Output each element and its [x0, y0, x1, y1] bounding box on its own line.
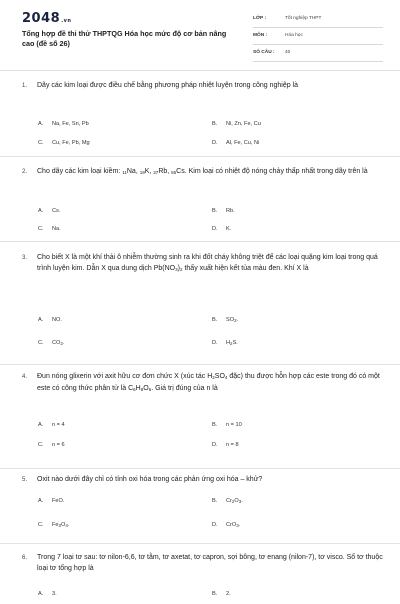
option-text: O	[61, 522, 66, 528]
option-subscript: 2	[234, 318, 237, 323]
question-number: 1.	[22, 83, 28, 89]
option-subscript: 4	[65, 523, 68, 528]
text-subscript: 6	[133, 387, 136, 392]
meta-label: SỐ CÂU :	[253, 50, 275, 55]
question-5	[0, 469, 400, 544]
text-segment: Cs. Kim loại có nhiệt độ nóng chảy thấp nhất trong dãy trên là	[176, 168, 368, 175]
option-letter: A.	[38, 498, 44, 504]
meta-value: 40	[285, 50, 291, 55]
option-b[interactable]	[212, 121, 261, 127]
text-subscript: 8	[140, 387, 144, 392]
option-d[interactable]	[212, 522, 240, 528]
question-number: 5.	[22, 477, 28, 483]
option-text: .	[62, 340, 65, 346]
text-segment: K,	[144, 168, 154, 175]
option-letter: A.	[38, 591, 44, 597]
option-text: Al, Fe, Cu, Ni	[226, 140, 260, 146]
text-segment: )	[177, 265, 180, 272]
option-text: K.	[226, 226, 232, 232]
option-b[interactable]	[212, 317, 238, 323]
question-2	[0, 157, 400, 242]
option-letter: A.	[38, 208, 44, 214]
question-3	[0, 242, 400, 365]
option-text: FeO.	[52, 498, 65, 504]
option-text: Cu, Fe, Pb, Mg	[52, 140, 90, 146]
option-c[interactable]	[38, 340, 64, 346]
text-subscript: 6	[148, 387, 152, 392]
option-a[interactable]	[38, 498, 64, 504]
header	[0, 0, 400, 62]
text-subscript: 19	[139, 170, 145, 175]
option-text: Ni, Zn, Fe, Cu	[226, 121, 261, 127]
site-logo[interactable]	[22, 11, 71, 26]
meta-class	[253, 13, 383, 28]
option-c[interactable]	[38, 140, 90, 146]
exam-meta	[253, 13, 383, 64]
text-segment: Cho dãy các kim loại kiềm:	[37, 168, 123, 175]
option-text: n = 10	[226, 422, 242, 428]
option-text: n = 8	[226, 442, 239, 448]
question-text: Oxit nào dưới đây chỉ có tính oxi hóa trong các phản ứng oxi hóa – khử?	[37, 476, 263, 483]
text-segment: H	[135, 385, 141, 392]
question-text	[37, 252, 387, 275]
text-segment: Cho biết X là một khí thải ô nhiễm thường sinh ra khi đốt cháy không triệt để các loại quặng kim loại trong quá trình luyện kim. Dẫn X qua dung dịch Pb(NO	[37, 254, 378, 272]
option-letter: B.	[212, 317, 218, 323]
option-text: .	[67, 522, 70, 528]
option-letter: D.	[212, 226, 218, 232]
option-text: O	[234, 498, 239, 504]
option-letter: B.	[212, 422, 218, 428]
option-text: .	[238, 522, 241, 528]
option-c[interactable]	[38, 226, 61, 232]
text-segment: O	[143, 385, 149, 392]
option-a[interactable]	[38, 121, 89, 127]
option-letter: C.	[38, 442, 44, 448]
option-b[interactable]	[212, 498, 243, 504]
logo-suffix: .vn	[61, 18, 72, 24]
text-segment: . Giá trị đúng của n là	[151, 385, 218, 392]
logo-main: 2048	[22, 11, 61, 26]
question-text: Trong 7 loại tơ sau: tơ nilon-6,6, tơ tằm, tơ axetat, tơ capron, sợi bông, tơ enang (nilon-7), tơ visco. Số tơ thuộc loại tơ tổng hợp là	[37, 554, 383, 572]
option-a[interactable]	[38, 591, 57, 597]
question-text	[37, 371, 387, 395]
meta-label: LỚP :	[253, 16, 267, 21]
meta-question-count	[253, 47, 383, 62]
option-subscript: 2	[231, 499, 235, 504]
text-segment: Đun nóng glixerin với axit hữu cơ đơn chức X (xúc tác H	[37, 373, 213, 380]
option-text: Na.	[52, 226, 61, 232]
option-letter: A.	[38, 422, 44, 428]
option-c[interactable]	[38, 522, 69, 528]
option-text: Fe	[52, 522, 59, 528]
text-subscript: 37	[153, 170, 159, 175]
option-a[interactable]	[38, 422, 65, 428]
option-letter: B.	[212, 121, 218, 127]
option-text: H	[226, 340, 231, 346]
option-subscript: 3	[236, 523, 239, 528]
text-segment: đặc) thu được hỗn hợp các este trong đó có một este có công thức phân tử là C	[37, 373, 380, 392]
meta-subject	[253, 30, 383, 45]
option-text: 3.	[52, 591, 57, 597]
option-a[interactable]	[38, 317, 62, 323]
option-subscript: 3	[58, 523, 62, 528]
option-letter: C.	[38, 522, 44, 528]
question-text	[37, 166, 387, 178]
option-letter: B.	[212, 591, 218, 597]
document-title: Tổng hợp đề thi thử THPTQG Hóa học mức độ cơ bản nâng cao (đề số 26)	[22, 29, 227, 48]
option-a[interactable]	[38, 208, 60, 214]
option-letter: C.	[38, 340, 44, 346]
question-6	[0, 544, 400, 604]
option-letter: D.	[212, 442, 218, 448]
option-c[interactable]	[38, 442, 65, 448]
question-4	[0, 365, 400, 469]
option-b[interactable]	[212, 208, 235, 214]
text-segment: thấy xuất hiện kết tủa màu đen. Khí X là	[182, 265, 309, 272]
option-subscript: 2	[230, 341, 233, 346]
option-letter: A.	[38, 121, 44, 127]
header-divider	[0, 70, 400, 71]
meta-value: Hóa học	[285, 33, 303, 38]
option-text: CrO	[226, 522, 237, 528]
option-text: n = 4	[52, 422, 65, 428]
option-subscript: 3	[238, 499, 242, 504]
option-text: .	[241, 498, 243, 504]
option-b[interactable]	[212, 591, 231, 597]
option-text: SO	[226, 317, 235, 323]
option-letter: D.	[212, 522, 218, 528]
option-text: S.	[232, 340, 238, 346]
option-b[interactable]	[212, 422, 242, 428]
meta-label: MÔN :	[253, 33, 268, 38]
question-number: 3.	[22, 255, 28, 261]
option-text: Na, Fe, Sn, Pb	[52, 121, 89, 127]
option-letter: C.	[38, 140, 44, 146]
option-letter: C.	[38, 226, 44, 232]
option-text: .	[236, 317, 239, 323]
question-text: Dãy các kim loại được điều chế bằng phương pháp nhiệt luyện trong công nghiệp là	[37, 82, 298, 89]
option-text: NO.	[52, 317, 62, 323]
text-subscript: 11	[122, 170, 127, 175]
option-text: Cs.	[52, 208, 61, 214]
option-letter: D.	[212, 140, 218, 146]
option-d[interactable]	[212, 340, 238, 346]
question-number: 4.	[22, 374, 28, 380]
option-text: 2.	[226, 591, 231, 597]
option-letter: B.	[212, 498, 218, 504]
question-list	[0, 72, 400, 604]
text-segment: Rb,	[158, 168, 172, 175]
text-subscript: 55	[171, 170, 177, 175]
text-segment: Na,	[126, 168, 140, 175]
option-d[interactable]	[212, 442, 239, 448]
option-subscript: 2	[60, 341, 63, 346]
text-subscript: 4	[224, 375, 228, 380]
text-subscript: 3	[175, 267, 178, 272]
option-text: Cr	[226, 498, 232, 504]
question-1	[0, 72, 400, 157]
option-d[interactable]	[212, 140, 259, 146]
option-text: n = 6	[52, 442, 65, 448]
option-letter: A.	[38, 317, 44, 323]
text-subscript: 2	[212, 375, 215, 380]
option-letter: B.	[212, 208, 218, 214]
meta-value: Tốt nghiệp THPT	[285, 16, 322, 21]
question-number: 6.	[22, 555, 28, 561]
text-segment: SO	[214, 373, 225, 380]
text-subscript: 2	[180, 267, 183, 272]
option-d[interactable]	[212, 226, 231, 232]
option-text: CO	[52, 340, 61, 346]
option-letter: D.	[212, 340, 218, 346]
question-number: 2.	[22, 169, 28, 175]
option-text: Rb.	[226, 208, 235, 214]
